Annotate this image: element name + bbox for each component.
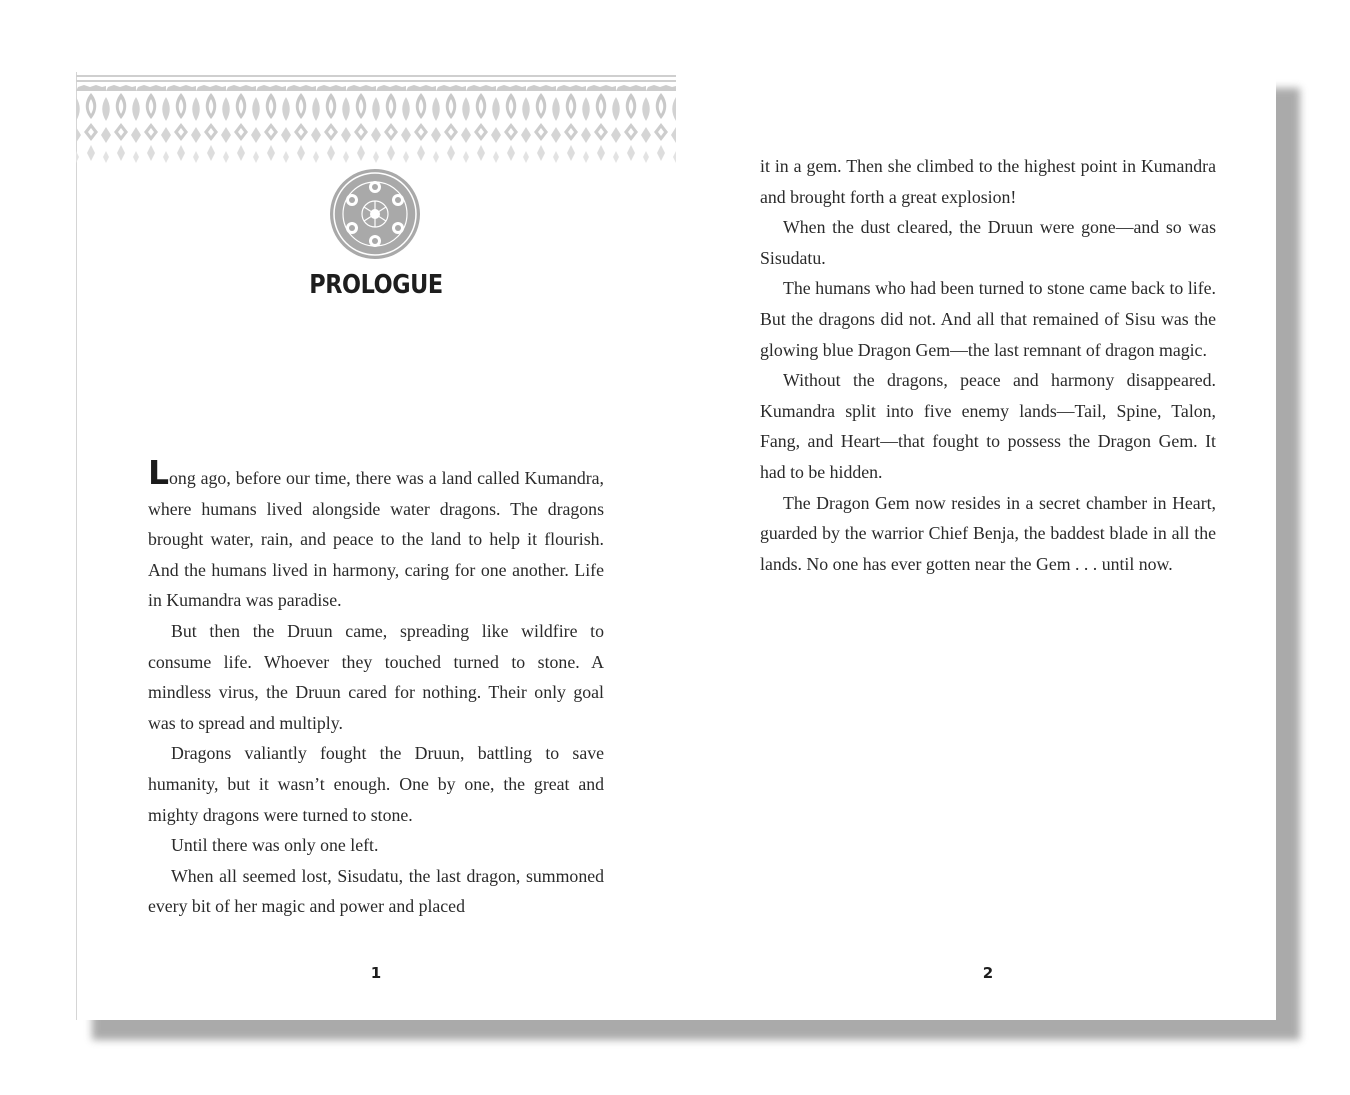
paragraph: Without the dragons, peace and harmony disappeared. Kumandra split into five enemy lands—Tail, Spine, Talon, Fang, and Heart—that fought to possess the Dragon Gem. It had to be hidden. (760, 370, 1216, 482)
paragraph: The humans who had been turned to stone came back to life. But the dragons did not. And all that remained of Sisu was the glowing blue Dragon Gem—the last remnant of dragon magic. (760, 278, 1216, 360)
chapter-title: PROLOGUE (309, 270, 443, 300)
paragraph: The Dragon Gem now resides in a secret chamber in Heart, guarded by the warrior Chief Benja, the baddest blade in all the lands. No one has ever gotten near the Gem . . . until now. (760, 492, 1216, 574)
left-page-text (148, 453, 604, 922)
left-page (76, 72, 678, 1020)
paragraph: it in a gem. Then she climbed to the highest point in Kumandra and brought forth a great explosion! (760, 156, 1216, 207)
paragraph (148, 453, 604, 616)
page-number: 1 (370, 964, 382, 982)
medallion-emblem (329, 168, 421, 260)
right-page (678, 72, 1275, 1020)
paragraph: Dragons valiantly fought the Druun, battling to save humanity, but it wasn’t enough. One by one, the great and mighty dragons were turned to stone. (148, 743, 604, 825)
right-page-text (760, 151, 1216, 579)
paragraph: When all seemed lost, Sisudatu, the last dragon, summoned every bit of her magic and power and placed (148, 865, 604, 917)
paragraph: Until there was only one left. (171, 835, 379, 856)
paragraph: But then the Druun came, spreading like wildfire to consume life. Whoever they touched turned to stone. A mindless virus, the Druun cared for nothing. Their only goal was to spread and multiply. (148, 620, 604, 733)
drop-cap: L (148, 453, 170, 492)
paragraph-text: ong ago, before our time, there was a land called Kumandra, where humans lived alongside water dragons. The dragons brought water, rain, and peace to the land to help it flourish. And the humans lived in harmony, caring for one another. Life in Kumandra was paradise. (148, 468, 604, 611)
ornament-band (76, 75, 676, 165)
paragraph: When the dust cleared, the Druun were gone—and so was Sisudatu. (760, 217, 1216, 268)
page-number: 2 (982, 964, 994, 982)
